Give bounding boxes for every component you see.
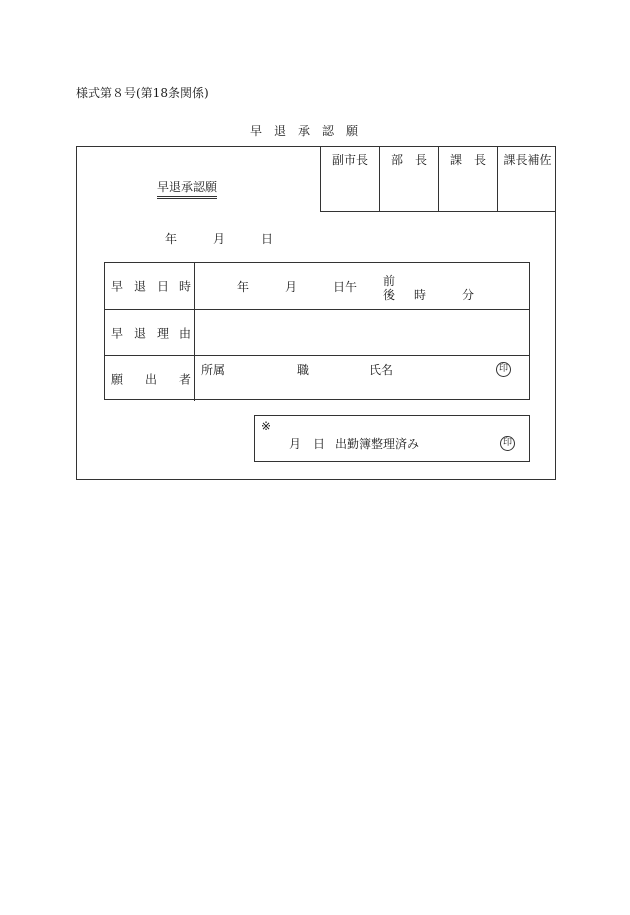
document-title: 早 退 承 認 願 (250, 124, 359, 138)
applicant-affiliation-label[interactable]: 所属 (201, 363, 226, 377)
applicant-name-label[interactable]: 氏名 (369, 363, 394, 377)
datetime-day-noon[interactable]: 日午 (333, 280, 358, 294)
reason-header: 早 退 理 由 (105, 310, 195, 355)
attendance-note-box (254, 415, 530, 462)
datetime-year[interactable]: 年 (237, 280, 250, 294)
note-day[interactable]: 日 (313, 437, 326, 451)
applicant-header: 願 出 者 (105, 356, 195, 401)
datetime-pm[interactable]: 後 (383, 288, 396, 302)
form-number-label: 様式第８号(第18条関係) (76, 86, 209, 100)
note-mark: ※ (261, 419, 272, 433)
date-day-label: 日 (261, 232, 274, 246)
approval-section-chief[interactable]: 課 長 (439, 146, 498, 211)
table-row-datetime (105, 263, 529, 309)
application-table (104, 262, 530, 400)
datetime-header: 早 退 日 時 (105, 263, 195, 309)
table-row-applicant (105, 355, 529, 401)
approval-vice-mayor[interactable]: 副市長 (321, 146, 380, 211)
note-month[interactable]: 月 (289, 437, 302, 451)
applicant-position-label[interactable]: 職 (297, 363, 310, 377)
date-month-label: 月 (213, 232, 226, 246)
approval-seal-box (320, 146, 556, 212)
note-seal-icon[interactable]: 印 (500, 436, 515, 451)
datetime-am[interactable]: 前 (383, 274, 396, 288)
datetime-hour[interactable]: 時 (414, 288, 427, 302)
reason-field[interactable] (195, 310, 529, 355)
datetime-minute[interactable]: 分 (462, 288, 475, 302)
table-row-reason (105, 309, 529, 355)
applicant-seal-icon[interactable]: 印 (496, 362, 511, 377)
note-text: 出勤簿整理済み (335, 437, 420, 451)
datetime-month[interactable]: 月 (285, 280, 298, 294)
approval-department-head[interactable]: 部 長 (380, 146, 439, 211)
form-heading: 早退承認願 (157, 178, 217, 199)
approval-assistant-chief[interactable]: 課長補佐 (503, 153, 552, 167)
date-year-label: 年 (165, 232, 178, 246)
